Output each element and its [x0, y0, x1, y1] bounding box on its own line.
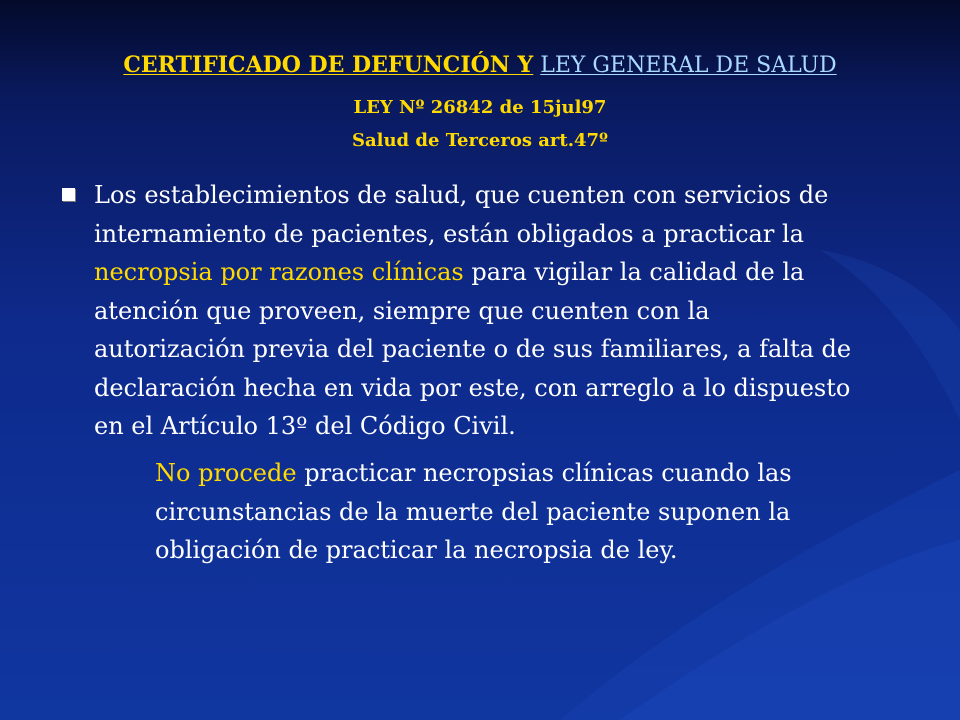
bullet-paragraph — [94, 176, 864, 446]
title-part-1: CERTIFICADO DE DEFUNCIÓN Y — [123, 52, 534, 78]
bullet-square-icon — [62, 188, 75, 201]
bullet-text-end: para vigilar la calidad de la atención que proveen, siempre que cuenten con la autorización previa del paciente o de sus familiares, a falta de declaración hecha en vida por este, con arreglo a lo dispuesto en el Artículo 13º del Código Civil. — [94, 258, 852, 440]
para2-text: practicar necropsias clínicas cuando las circunstancias de la muerte del paciente suponen la obligación de practicar la necropsia de ley. — [155, 459, 792, 564]
para2-highlight: No procede — [155, 459, 297, 487]
subtitle-law-number: LEY Nº 26842 de 15jul97 — [353, 97, 607, 118]
second-paragraph — [155, 454, 805, 570]
slide-title — [0, 52, 960, 78]
title-part-2: LEY GENERAL DE SALUD — [540, 53, 837, 78]
bullet-text-start: Los establecimientos de salud, que cuenten con servicios de internamiento de pacientes, están obligados a practicar la — [94, 181, 829, 248]
bullet-highlight: necropsia por razones clínicas — [94, 258, 464, 286]
subtitle-article: Salud de Terceros art.47º — [351, 130, 609, 151]
